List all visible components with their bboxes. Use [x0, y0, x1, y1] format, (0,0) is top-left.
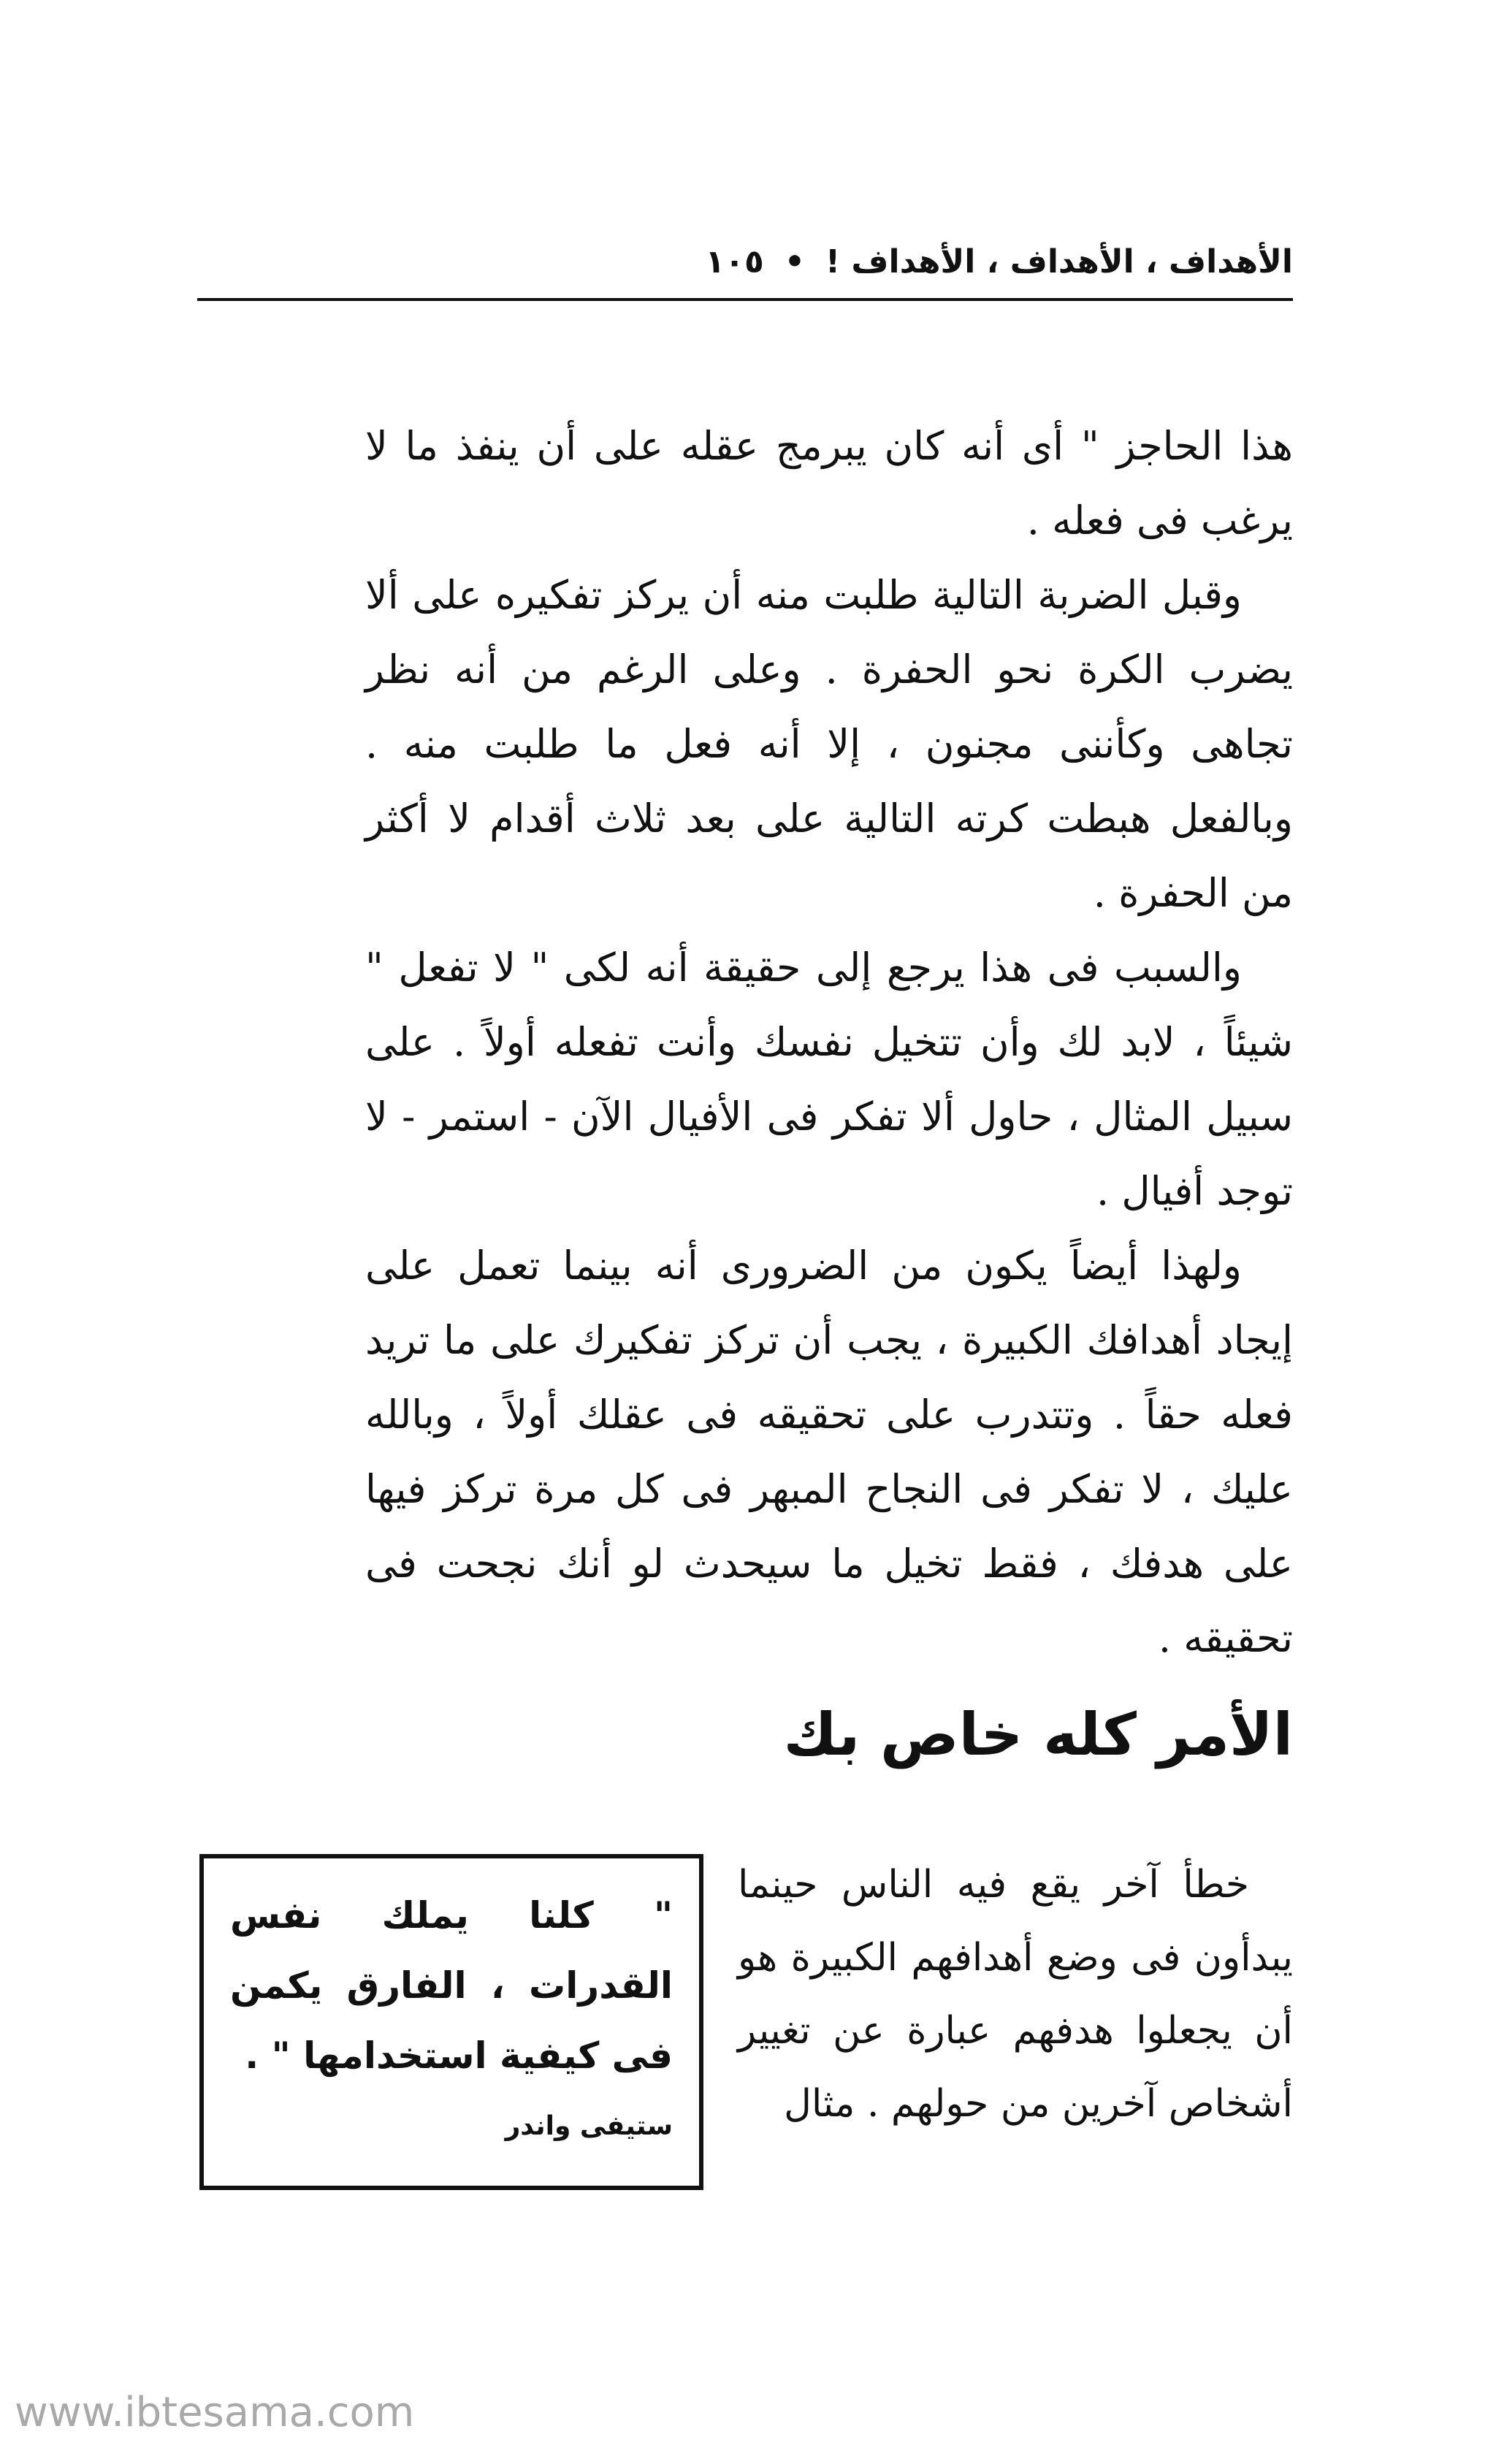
paragraph: والسبب فى هذا يرجع إلى حقيقة أنه لكى " لا تفعل " شيئاً ، لابد لك وأن تتخيل نفسك وأنت تفعله أولاً . على سبيل المثال ، حاول ألا تفكر فى الأفيال الآن - استمر - لا توجد أفيال .: [365, 945, 1293, 1214]
header-rule: [197, 298, 1293, 301]
header-bullet: •: [784, 243, 806, 281]
page-number: ١٠٥: [705, 243, 764, 281]
running-header: [197, 232, 1293, 291]
running-title: الأهداف ، الأهداف ، الأهداف !: [825, 243, 1293, 281]
section-heading: الأمر كله خاص بك: [783, 1701, 1293, 1769]
paragraph: ولهذا أيضاً يكون من الضرورى أنه بينما تعمل على إيجاد أهدافك الكبيرة ، يجب أن تركز تفكيرك على ما تريد فعله حقاً . وتتدرب على تحقيقه فى عقلك أولاً ، وبالله عليك ، لا تفكر فى النجاح المبهر فى كل مرة تركز فيها على هدفك ، فقط تخيل ما سيحدث لو أنك نجحت فى تحقيقه .: [365, 1243, 1294, 1661]
section-paragraph: خطأ آخر يقع فيه الناس حينما يبدأون فى وضع أهدافهم الكبيرة هو أن يجعلوا هدفهم عبارة عن تغيير أشخاص آخرين من حولهم . مثال: [738, 1863, 1293, 2126]
paragraph: هذا الحاجز " أى أنه كان يبرمج عقله على أن ينفذ ما لا يرغب فى فعله .: [365, 423, 1293, 543]
quote-box: [199, 1854, 703, 2190]
watermark: www.ibtesama.com: [15, 2389, 415, 2436]
paragraph: وقبل الضربة التالية طلبت منه أن يركز تفكيره على ألا يضرب الكرة نحو الحفرة . وعلى الرغم من أنه نظر تجاهى وكأننى مجنون ، إلا أنه فعل ما طلبت منه . وبالفعل هبطت كرته التالية على بعد ثلاث أقدام لا أكثر من الحفرة .: [365, 572, 1293, 916]
quote-author: ستيفى واندر: [505, 2111, 673, 2141]
body-text: [365, 409, 1293, 1676]
quote-text: " كلنا يملك نفس القدرات ، الفارق يكمن فى كيفية استخدامها " .: [230, 1894, 673, 2077]
